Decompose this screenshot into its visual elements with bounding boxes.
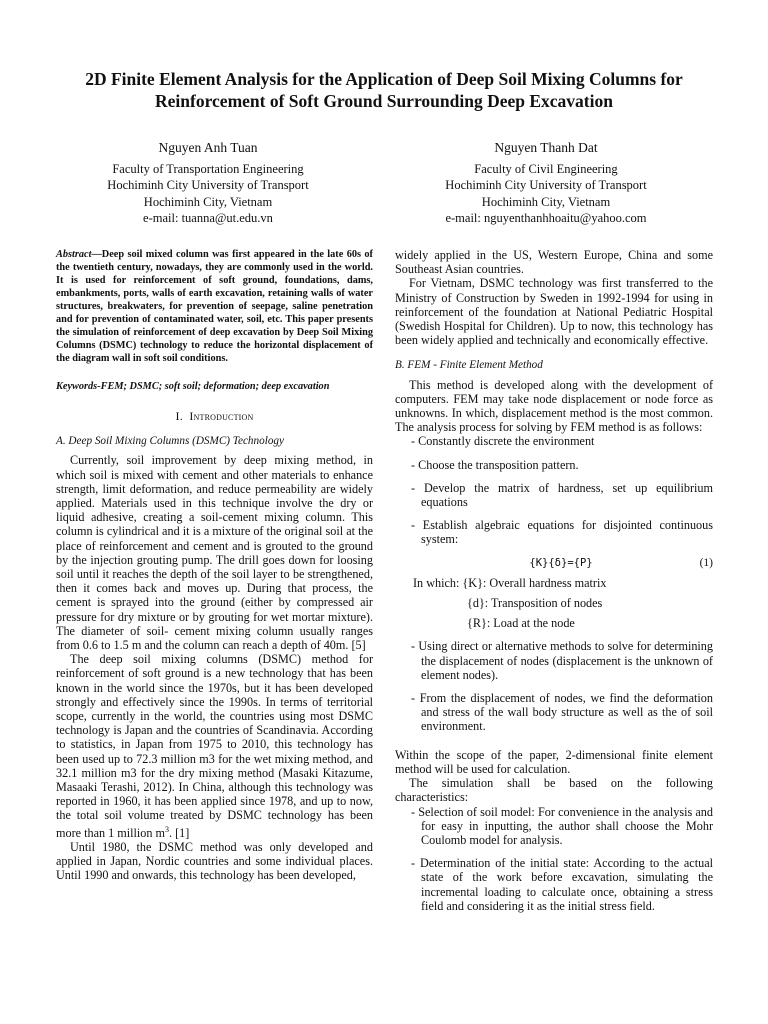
list-item: - Selection of soil model: For convenience in the analysis and for easy in inputting, the author shall choose the Mohr Coulomb model for analysis. bbox=[411, 804, 713, 847]
title-line-1: 2D Finite Element Analysis for the Application of Deep Soil Mixing Columns for bbox=[85, 69, 683, 89]
list-item: - Choose the transposition pattern. bbox=[411, 457, 579, 472]
paragraph bbox=[56, 652, 373, 840]
citation: . [1] bbox=[169, 825, 190, 840]
subsection-heading-b: B. FEM - Finite Element Method bbox=[395, 359, 543, 372]
list-item: - Establish algebraic equations for disjointed continuous system: bbox=[411, 518, 713, 547]
right-column bbox=[395, 248, 713, 913]
list-item: - Constantly discrete the environment bbox=[411, 434, 595, 449]
equation bbox=[395, 556, 713, 570]
author-university: Hochiminh City University of Transport bbox=[445, 178, 647, 192]
keywords: Keywords-FEM; DSMC; soft soil; deformation; deep excavation bbox=[56, 381, 330, 392]
section-title: Introduction bbox=[189, 409, 254, 423]
paragraph: Until 1980, the DSMC method was only developed and applied in Japan, Nordic countries and some individual places. Until 1990 and onwards, this technology has been developed, bbox=[56, 839, 373, 883]
author-city: Hochiminh City, Vietnam bbox=[481, 194, 611, 209]
equation-number: (1) bbox=[699, 556, 713, 569]
paragraph: Within the scope of the paper, 2-dimensional finite element method will be used for calculation. bbox=[395, 747, 713, 776]
author-name: Nguyen Thanh Dat bbox=[494, 140, 598, 155]
paragraph: This method is developed along with the development of computers. FEM may take node displacement or node force as unknowns. In which, displacement method is the most common. The analysis process for solving by FEM method is as follows: bbox=[395, 377, 713, 435]
paragraph: For Vietnam, DSMC technology was first transferred to the Ministry of Construction by Sweden in 1992-1994 for using in reinforcement of the foundation at National Pediatric Hospital (Swedish Hospital for Children). Up to now, this technology has been widely applied and technically and economically effective. bbox=[395, 276, 713, 348]
list-item: - Using direct or alternative methods to solve for determining the displacement of nodes (displacement is the unknown of element nodes). bbox=[411, 639, 713, 682]
abstract-text: —Deep soil mixed column was first appeared in the late 60s of the twentieth century, nowadays, they are commonly used in the world. It is used for reinforcement of soft ground, foundations, dams, embankments, ports, walls of earth excavation, retaining walls of water structures, breakwaters, for prevention of seepage, saline penetration and for prevention of contaminated water, soil, etc. This paper presents the simulation of reinforcement of deep excavation by Deep Soil Mixing Columns (DSMC) technology to reduce the horizontal displacement of the diagram wall in soft soil conditions. bbox=[56, 249, 373, 364]
left-column bbox=[56, 248, 373, 883]
list-item: - From the displacement of nodes, we find the deformation and stress of the wall body structure as well as the of soil environment. bbox=[411, 691, 713, 734]
author-name: Nguyen Anh Tuan bbox=[158, 140, 258, 155]
author-block-1 bbox=[38, 140, 378, 227]
where-line: {d}: Transposition of nodes bbox=[467, 596, 603, 611]
author-email: e-mail: nguyenthanhhoaitu@yahoo.com bbox=[445, 211, 647, 225]
superscript: 3 bbox=[165, 824, 169, 834]
subsection-heading-a: A. Deep Soil Mixing Columns (DSMC) Technology bbox=[56, 435, 284, 448]
author-department: Faculty of Transportation Engineering bbox=[112, 161, 304, 176]
list-item: - Develop the matrix of hardness, set up equilibrium equations bbox=[411, 480, 713, 510]
title-line-2: Reinforcement of Soft Ground Surrounding Deep Excavation bbox=[155, 91, 613, 111]
paragraph: Currently, soil improvement by deep mixing method, in which soil is mixed with cement and other materials to enhance strength, limit deformation, and reduce permeability are widely applied. Materials used in this technique involve the dry or liquid adhesive, creating a soil-cement mixing column. This column is cylindrical and it is a mixture of the original soil at the place of reinforcement and cement and is grouted to the ground by the injection grouting pump. The drill goes down for loosing soil until it reaches the depth of the soil layer to be strengthened, then it comes back and moves up. During that process, the cement is sprayed into the ground (either by compressed air pressure for dry mixture or by grouting for wet mortar mixture). The diameter of soil- cement mixing column usually ranges from 0.6 to 1.5 m and the column can reach a depth of 40m. [5] bbox=[56, 453, 373, 653]
author-city: Hochiminh City, Vietnam bbox=[143, 194, 273, 209]
abstract-label: Abstract bbox=[56, 249, 92, 260]
section-number: I. bbox=[175, 409, 183, 423]
abstract bbox=[56, 248, 373, 365]
list-item: - Determination of the initial state: According to the actual state of the work before excavation, simulating the incremental loading to calculate once, obtaining a stress field and considering it as the initial stress field. bbox=[411, 856, 713, 913]
paragraph: The simulation shall be based on the following characteristics: bbox=[395, 776, 713, 805]
author-university: Hochiminh City University of Transport bbox=[107, 178, 309, 192]
paper-title bbox=[40, 68, 728, 112]
section-heading bbox=[56, 409, 373, 423]
author-email: e-mail: tuanna@ut.edu.vn bbox=[143, 211, 273, 225]
where-line: {R}: Load at the node bbox=[467, 616, 575, 631]
paragraph-text: The deep soil mixing columns (DSMC) method for reinforcement of soft ground is a new technology that has been known in the world since the 1970s, but it has been developed strongly and effectively since the 1990s. In terms of territorial scope, currently in the world, the countries using most DSMC technology is Japan and the countries of Scandinavia. According to statistics, in Japan from 1975 to 2010, this technology has been used up to 72.3 million m3 for the wet mixing method, and 32.1 million m3 for the dry mixing method (Masaki Kitazume, Masaaki Terashi, 2012). In China, although this technology was reported in 1960, it has been applied since 1978, and up to now, the total soil volume treated by DSMC technology has been more than 1 million m bbox=[56, 652, 373, 840]
where-line: In which: {K}: Overall hardness matrix bbox=[413, 575, 607, 590]
paragraph: widely applied in the US, Western Europe, China and some Southeast Asian countries. bbox=[395, 248, 713, 277]
equation-formula: {K}{δ}={P} bbox=[529, 556, 593, 569]
author-block-2 bbox=[376, 140, 716, 227]
author-department: Faculty of Civil Engineering bbox=[474, 161, 618, 176]
